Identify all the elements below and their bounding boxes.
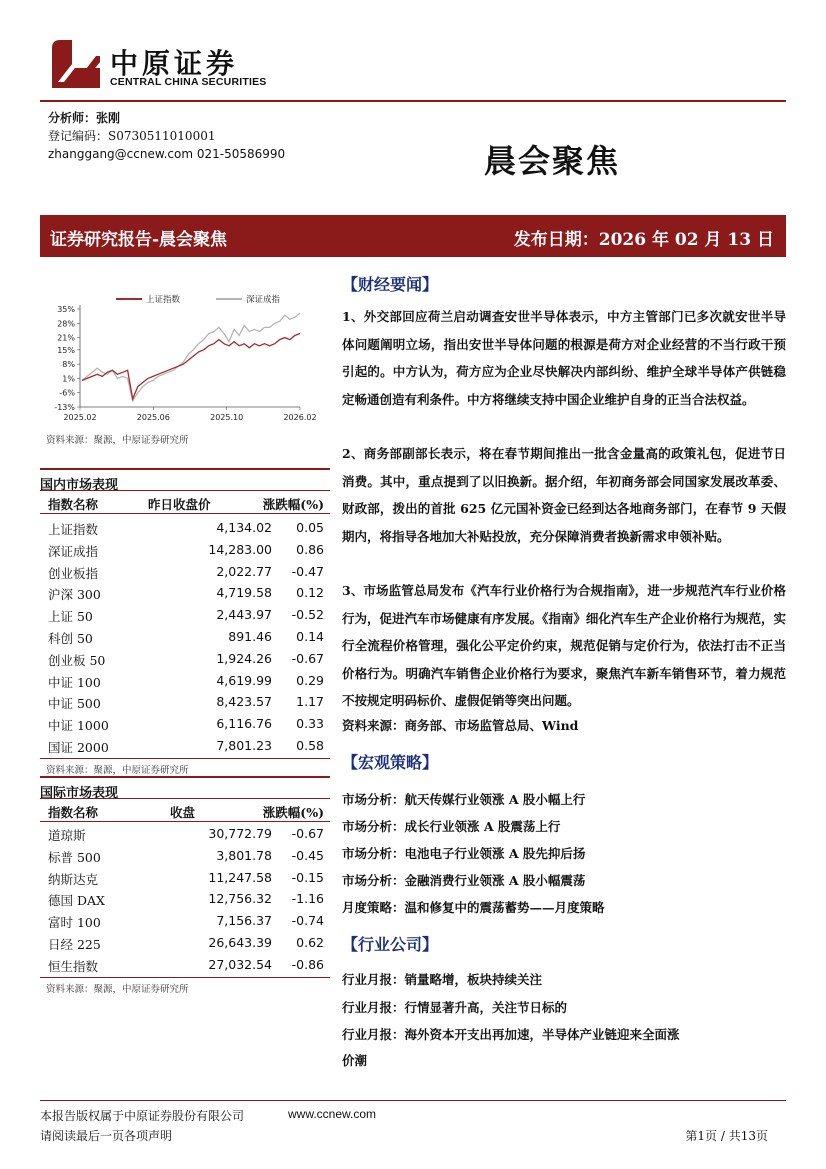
report-banner [40,215,786,257]
domestic-header-change: 涨跌幅(%) [262,497,324,512]
domestic-index-name: 中证 1000 [48,718,109,734]
chart-y-tick-label: 15% [57,345,75,355]
domestic-table-row [40,669,330,691]
analyst-contact: zhanggang@ccnew.com 021-50586990 [48,147,286,161]
international-index-name: 标普 500 [48,849,101,865]
industry-item-3[interactable]: 行业月报：海外资本开支出再加速，半导体产业链迎来全面涨 [342,1027,680,1042]
chart-x-tick-label: 2025.10 [210,413,244,422]
chart-y-tick-label: -6% [59,388,75,398]
international-change-value: -0.74 [291,913,324,929]
domestic-table-header [40,490,330,514]
international-table-row [40,844,330,866]
international-index-name: 道琼斯 [48,828,86,843]
footer-url-link[interactable]: www.ccnew.com [288,1107,377,1121]
banner-publish-date: 发布日期：2026 年 02 月 13 日 [513,230,774,250]
domestic-close-value: 6,116.76 [216,716,272,732]
domestic-index-name: 科创 50 [48,631,93,646]
analyst-info [48,109,285,163]
domestic-index-name: 国证 2000 [48,740,109,755]
chart-y-tick-label: 28% [57,319,75,329]
logo-name-en: CENTRAL CHINA SECURITIES [110,76,267,88]
domestic-table-row [40,647,330,669]
international-table-row [40,931,330,953]
domestic-change-value: 0.14 [296,629,324,644]
chart-legend-label: 上证指数 [146,295,181,305]
chart-y-tick-label: -13% [54,403,75,412]
domestic-index-name: 上证指数 [48,522,99,537]
banner-report-type: 证券研究报告-晨会聚焦 [50,230,228,250]
domestic-index-name: 创业板指 [48,565,99,581]
domestic-index-name: 中证 100 [48,674,101,690]
chart-y-tick-label: 8% [62,360,75,370]
international-change-value: -0.86 [291,956,324,972]
international-close-value: 26,643.39 [208,935,272,950]
header-rule [40,100,786,102]
domestic-index-name: 上证 50 [48,609,93,625]
international-table-row [40,887,330,909]
macro-item-5[interactable]: 月度策略：温和修复中的震荡蓄势——月度策略 [342,900,605,915]
domestic-close-value: 891.46 [228,629,272,644]
index-trend-chart [42,285,322,425]
industry-item-2[interactable]: 行业月报：行情显著升高，关注节日标的 [342,1000,568,1015]
international-table-row [40,866,330,888]
domestic-table-row [40,560,330,582]
international-close-value: 30,772.79 [208,826,272,841]
international-change-value: -1.16 [291,891,324,907]
domestic-table-source: 资料来源：聚源，中原证券研究所 [46,764,189,776]
domestic-change-value: -0.47 [291,563,324,579]
international-table-bottom-rule [40,977,330,978]
domestic-close-value: 14,283.00 [208,541,272,557]
news-item-3: 3、市场监管总局发布《汽车行业价格行为合规指南》，进一步规范汽车行业价格行为，促进汽车市场健康有序发展。《指南》细化汽车生产企业价格行为规范，实行全流程价格管理，强化公平定价约束，规范促销与定价行为，依法打击不正当价格行为。明确汽车销售企业价格行为要求，聚焦汽车新车销售环节，着力规范不按规定明码标价、虚假促销等突出问题。 [342,583,786,708]
news-item-2: 2、商务部副部长表示，将在春节期间推出一批含金量高的政策礼包，促进节日消费。其中，重点提到了以旧换新。据介绍，年初商务部会同国家发展改革委、财政部，拨出的首批 625 亿元国补资金已经到达各地商务部门，在春节 9 天假期内，将指导各地加大补贴投放，充分保障消费者换新需求申领补贴。 [342,446,786,544]
macro-item-3[interactable]: 市场分析：电池电子行业领涨 A 股先抑后扬 [342,846,586,861]
domestic-close-value: 4,619.99 [216,672,272,688]
domestic-header-name: 指数名称 [48,497,99,512]
domestic-table-row [40,538,330,560]
international-index-name: 日经 225 [48,937,101,952]
international-table-header [40,798,330,822]
international-close-value: 12,756.32 [208,891,272,907]
macro-item-2[interactable]: 市场分析：成长行业领涨 A 股震荡上行 [342,819,561,834]
domestic-close-value: 4,134.02 [216,520,272,535]
domestic-table-row [40,712,330,734]
domestic-close-value: 8,423.57 [216,694,272,710]
domestic-table-row [40,603,330,625]
macro-item-4[interactable]: 市场分析：金融消费行业领涨 A 股小幅震荡 [342,873,586,888]
international-close-value: 27,032.54 [208,956,272,972]
domestic-index-name: 创业板 50 [48,652,106,668]
international-index-name: 德国 DAX [48,893,105,909]
international-index-name: 富时 100 [48,915,101,931]
domestic-change-value: 0.58 [296,738,324,753]
international-change-value: -0.67 [291,826,324,841]
macro-title-text: 【宏观策略】 [342,753,439,772]
domestic-change-value: 0.29 [296,672,324,688]
international-header-close: 收盘 [170,805,196,820]
analyst-name: 分析师：张刚 [48,111,121,125]
news-title-text: 【财经要闻】 [342,275,439,294]
international-header-change: 涨跌幅(%) [262,805,324,820]
international-change-value: -0.15 [291,869,324,885]
chart-y-tick-label: 1% [62,374,75,384]
logo-mark-icon [52,40,100,88]
chart-y-tick-label: 21% [57,333,75,343]
domestic-table-bottom-rule [40,758,330,759]
international-close-value: 7,156.37 [216,913,272,929]
domestic-change-value: 0.12 [296,585,324,601]
domestic-index-name: 中证 500 [48,696,101,712]
chart-x-tick-label: 2026.02 [283,413,317,422]
news-section-title [342,272,438,296]
chart-y-tick-label: 35% [57,305,75,314]
domestic-change-value: 0.05 [296,520,324,535]
chart-svg [42,285,322,425]
domestic-table-row [40,516,330,538]
domestic-header-close: 昨日收盘价 [148,497,211,512]
domestic-close-value: 4,719.58 [216,585,272,601]
industry-item-1[interactable]: 行业月报：销量略增，板块持续关注 [342,972,543,987]
industry-item-3-cont: 价潮 [342,1053,368,1068]
international-table-row [40,953,330,975]
domestic-change-value: 0.86 [296,541,324,557]
international-table-source: 资料来源：聚源，中原证券研究所 [46,983,189,995]
macro-section-title [342,750,438,774]
international-header-name: 指数名称 [48,805,99,820]
analyst-reg: 登记编码：S0730511010001 [48,129,216,143]
news-item-1: 1、外交部回应荷兰启动调查安世半导体表示，中方主管部门已多次就安世半导体问题阐明立场，指出安世半导体问题的根源是荷方对企业经营的不当行政干预引起的。中方认为，荷方应为企业尽快解决内部纠纷、维护全球半导体产供链稳定畅通创造有利条件。中方将继续支持中国企业维护自身的正当合法权益。 [342,309,786,407]
domestic-close-value: 2,443.97 [216,607,272,623]
company-logo [52,40,312,92]
domestic-change-value: -0.52 [291,607,324,623]
footer-copyright: 本报告版权属于中原证券股份有限公司 [40,1109,245,1123]
chart-source: 资料来源：聚源，中原证券研究所 [46,435,189,446]
international-close-value: 3,801.78 [216,847,272,863]
domestic-change-value: -0.67 [291,650,324,666]
chart-legend-label: 深证成指 [246,295,281,305]
international-index-name: 恒生指数 [48,958,99,974]
domestic-index-name: 沪深 300 [48,587,101,603]
international-change-value: -0.45 [291,847,324,863]
footer-page-number: 第1页 / 共13页 [685,1129,768,1143]
domestic-table-title: 国内市场表现 [40,468,330,490]
report-title: 晨会聚焦 [484,142,621,180]
domestic-close-value: 2,022.77 [216,563,272,579]
international-table-row [40,822,330,844]
domestic-table-row [40,734,330,756]
domestic-table-row [40,690,330,712]
international-index-name: 纳斯达克 [48,871,99,887]
chart-x-tick-label: 2025.02 [63,413,97,422]
footer-rule [40,1100,786,1101]
international-table-title: 国际市场表现 [40,776,330,798]
domestic-change-value: 1.17 [296,694,324,710]
domestic-table-row [40,581,330,603]
chart-x-tick-label: 2025.06 [136,413,170,422]
domestic-index-name: 深证成指 [48,543,99,559]
chart-series-line [82,313,300,401]
logo-name-cn: 中原证券 [110,47,239,80]
international-close-value: 11,247.58 [208,869,272,885]
footer-disclaimer: 请阅读最后一页各项声明 [40,1129,173,1143]
macro-item-1[interactable]: 市场分析：航天传媒行业领涨 A 股小幅上行 [342,792,586,807]
domestic-close-value: 7,801.23 [216,738,272,753]
news-source: 资料来源：商务部、市场监管总局、Wind [342,718,579,733]
international-change-value: 0.62 [296,935,324,950]
domestic-close-value: 1,924.26 [216,650,272,666]
chart-series-line [82,334,300,399]
international-table-row [40,909,330,931]
domestic-change-value: 0.33 [296,716,324,732]
industry-title-text: 【行业公司】 [342,935,439,954]
domestic-table-row [40,625,330,647]
industry-section-title [342,932,438,956]
